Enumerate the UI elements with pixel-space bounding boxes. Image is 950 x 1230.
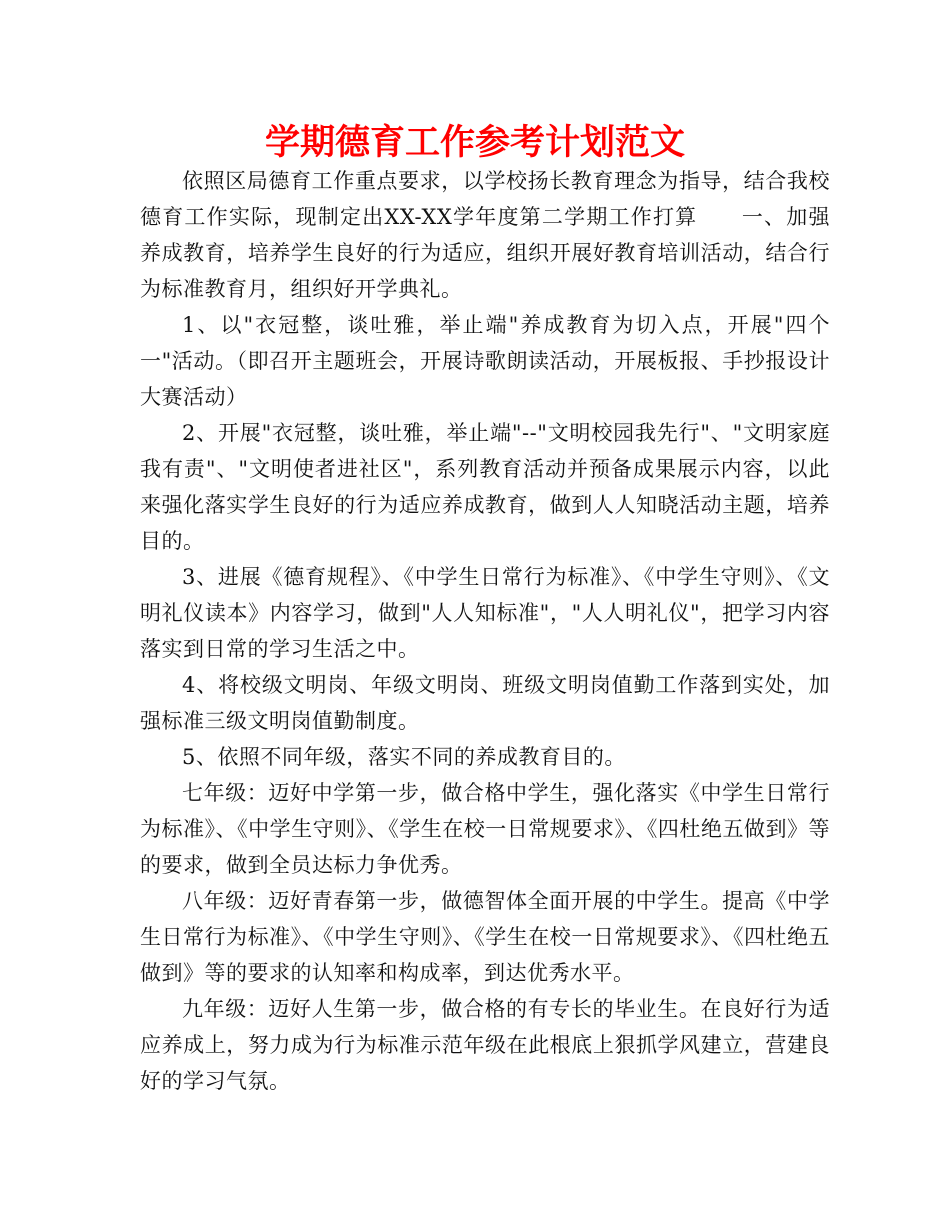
paragraph-grade-8: 八年级：迈好青春第一步，做德智体全面开展的中学生。提高《中学生日常行为标准》、《中学生守则》、《学生在校一日常规要求》、《四杜绝五做到》等的要求的认知率和构成率，到达优秀水平。 (140, 889, 830, 985)
document-title: 学期德育工作参考计划范文 (264, 123, 685, 163)
paragraph-item-2: 2、开展"衣冠整，谈吐雅，举止端"--"文明校园我先行"、"文明家庭我有责"、"文明使者进社区"，系列教育活动并预备成果展示内容，以此来强化落实学生良好的行为适应养成教育，做到人人知晓活动主题，培养目的。 (140, 421, 830, 553)
document-body (140, 163, 830, 1099)
paragraph-grade-9: 九年级：迈好人生第一步，做合格的有专长的毕业生。在良好行为适应养成上，努力成为行为标准示范年级在此根底上狠抓学风建立，营建良好的学习气氛。 (140, 997, 830, 1093)
paragraph-grade-7: 七年级：迈好中学第一步，做合格中学生，强化落实《中学生日常行为标准》、《中学生守则》、《学生在校一日常规要求》、《四杜绝五做到》等的要求，做到全员达标力争优秀。 (140, 781, 830, 877)
paragraph-intro: 依照区局德育工作重点要求，以学校扬长教育理念为指导，结合我校德育工作实际，现制定出XX-XX学年度第二学期工作打算 一、加强养成教育，培养学生良好的行为适应，组织开展好教育培训活动，结合行为标准教育月，组织好开学典礼。 (140, 169, 830, 301)
paragraph-item-1: 1、以"衣冠整，谈吐雅，举止端"养成教育为切入点，开展"四个一"活动。（即召开主题班会，开展诗歌朗读活动，开展板报、手抄报设计大赛活动） (140, 313, 830, 409)
paragraph-item-4: 4、将校级文明岗、年级文明岗、班级文明岗值勤工作落到实处，加强标准三级文明岗值勤制度。 (140, 673, 830, 733)
paragraph-item-5: 5、依照不同年级，落实不同的养成教育目的。 (182, 745, 626, 769)
paragraph-item-3: 3、进展《德育规程》、《中学生日常行为标准》、《中学生守则》、《文明礼仪读本》内容学习，做到"人人知标准"，"人人明礼仪"，把学习内容落实到日常的学习生活之中。 (140, 565, 830, 661)
